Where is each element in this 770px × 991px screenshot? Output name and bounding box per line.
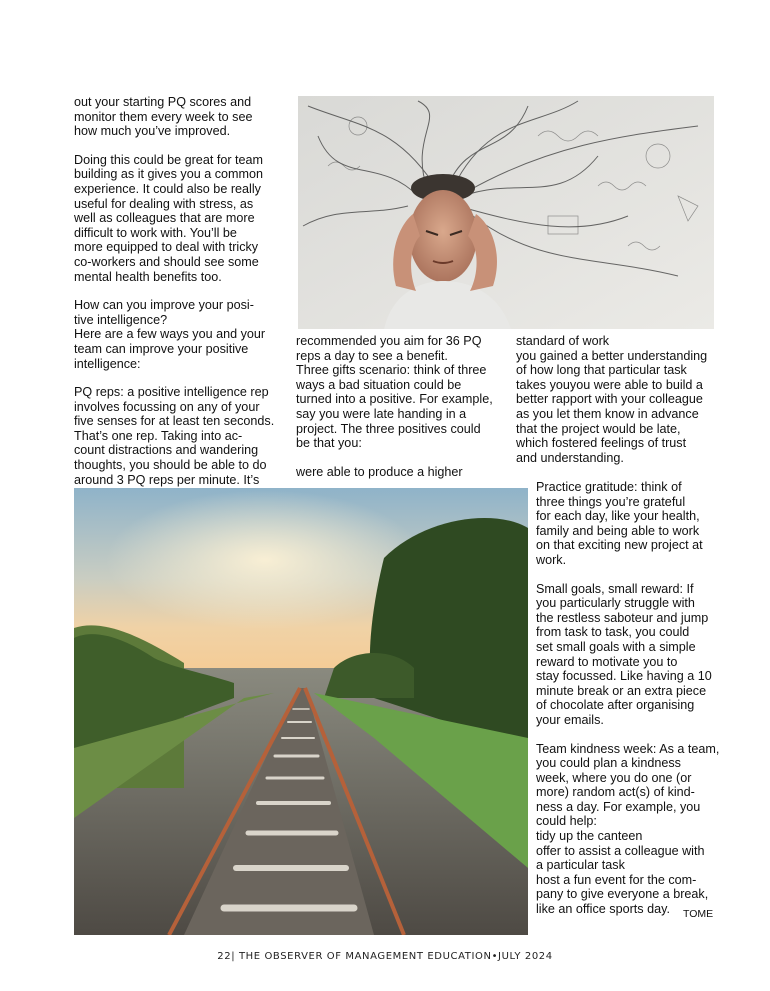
paragraph: standard of work you gained a better understanding of how long that particular task takes youyou were able to build a better rapport with your colleague as you let them know in advance that the project would be late, which fostered feelings of trust and understanding. — [516, 334, 708, 465]
stressed-man-photo — [298, 96, 714, 329]
paragraph: recommended you aim for 36 PQ reps a day to see a benefit. Three gifts scenario: think of three ways a bad situation could be turned into a positive. For example, say you were late handing in a project. The three positives could be that you: — [296, 334, 493, 451]
paragraph: were able to produce a higher — [296, 464, 463, 479]
railway-track-photo — [74, 488, 528, 935]
paragraph: Practice gratitude: think of three things you’re grateful for each day, like your health, family and being able to work on that exciting new project at work. — [536, 480, 703, 567]
paragraph: Doing this could be great for team building as it gives you a common experience. It could also be really useful for dealing with stress, as well as colleagues that are more difficult to work with. You’ll be more equipped to deal with tricky co-workers and should see some mental health benefits too. — [74, 152, 264, 284]
paragraph: out your starting PQ scores and monitor them every week to see how much you’ve improved. — [74, 95, 253, 139]
paragraph: How can you improve your posi- tive intelligence? Here are a few ways you and your team can improve your positive intelligence: — [74, 298, 266, 371]
paragraph: Small goals, small reward: If you particularly struggle with the restless saboteur and jump from task to task, you could set small goals with a simple reward to motivate you to stay focussed. Like having a 10 minute break or an extra piece of chocolate after organising your emails. — [536, 581, 712, 727]
paragraph: Team kindness week: As a team, you could plan a kindness week, where you do one (or more) random act(s) of kind- ness a day. For example, you could help: tidy up the canteen offer to assist a colleague with a particular task host a fun event for the com- pany to give everyone a break, like an office sports day. — [536, 741, 720, 917]
text-column-1 — [74, 95, 286, 487]
paragraph: PQ reps: a positive intelligence rep involves focussing on any of your five senses for at least ten seconds. That’s one rep. Taking into ac- count distractions and wandering thoughts, you should be able to do around 3 PQ reps per minute. It’s — [74, 385, 275, 487]
text-column-4 — [536, 480, 726, 917]
text-column-2 — [296, 334, 508, 479]
author-signature: TOME — [683, 908, 714, 920]
text-column-3 — [516, 334, 721, 465]
page-footer: 22| THE OBSERVER OF MANAGEMENT EDUCATION•JULY 2024 — [217, 951, 553, 962]
